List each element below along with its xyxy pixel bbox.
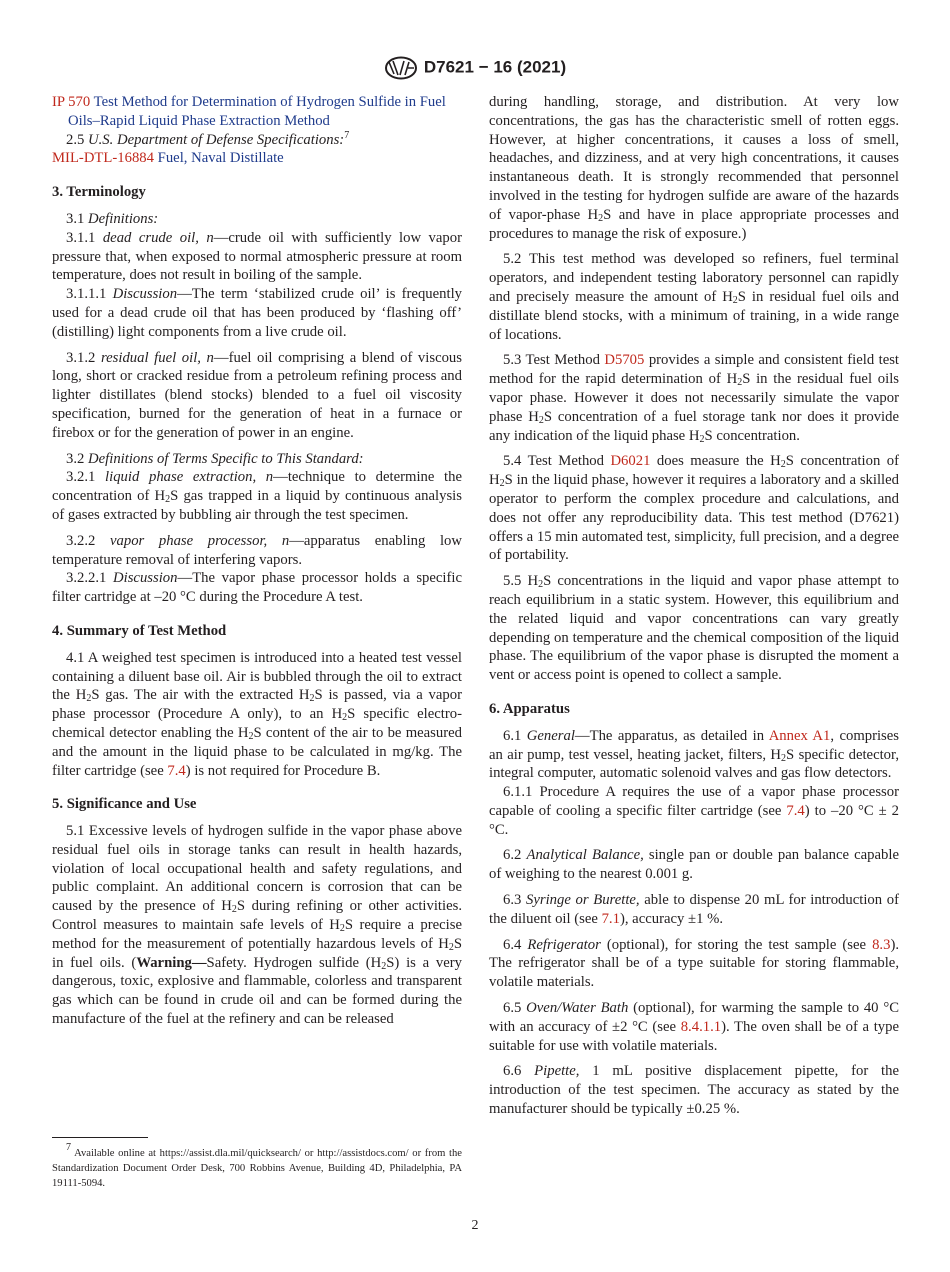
cross-reference-link[interactable]: 7.1 xyxy=(601,910,620,927)
reference-ip570 xyxy=(52,93,462,131)
paragraph-5-1: 5.1 Excessive levels of hydrogen sulfide in the vapor phase above residual fuel oils in storage tanks can result in health hazards, violation of local occupational health and safety regulations, and public complaint. An additional concern is corrosion that can be caused by the presence of $H_2S$ during refining or other activities. Control measures to maintain safe levels of $H_2S$ require a precise method for the measurement of potentially hazardous levels of $H_2S$ in fuel oils. (Warning—Safety. Hydrogen sulfide $(H_2S)$ is a very dangerous, toxic, explosive and flammable, colorless and transparent gas which can be found in crude oil and can be formed during the manufacture of the fuel at the refinery and can be released xyxy=(52,823,462,1028)
section-heading: 5. Significance and Use xyxy=(52,796,197,813)
paragraph-6-3: 6.3 Syringe or Burette, able to dispense 20 mL for introduction of the diluent oil (see 7.1), accuracy ±1 %. xyxy=(489,892,899,927)
reference-code-link[interactable]: MIL-DTL-16884 xyxy=(52,150,154,167)
reference-mil xyxy=(52,149,462,168)
paragraph-3-2: 3.2 Definitions of Terms Specific to This Standard: xyxy=(66,450,364,467)
cross-reference-link[interactable]: 8.3 xyxy=(872,936,891,953)
cross-reference-link[interactable]: 8.4.1.1 xyxy=(680,1018,722,1035)
reference-title-link[interactable]: Test Method for Determination of Hydrogen Sulfide in Fuel Oils–Rapid Liquid Phase Extraction Method xyxy=(68,94,446,129)
paragraph-3-2-2-1: 3.2.2.1 Discussion—The vapor phase processor holds a specific filter cartridge at –20 °C during the Procedure A test. xyxy=(52,570,462,606)
cross-reference-link[interactable]: 7.4 xyxy=(786,802,805,819)
paragraph-5-1-continued: during handling, storage, and distribution. At very low concentrations, the gas has the characteristic smell of rotten eggs. However, at higher concentrations, it causes a loss of smell, headaches, and dizziness, and at very high concentrations, it causes instantaneous death. It is strongly recommended that personnel involved in the testing for hydrogen sulfide are aware of the hazards of vapor-phase $H_2S$ and have in place appropriate processes and procedures to manage the risk of exposure.) xyxy=(489,94,899,242)
footnote: $^7$ Available online at https://assist.dla.mil/quicksearch/ or http://assistdocs.com/ or from the Standardization Document Order Desk, 700 Robbins Avenue, Building 4D, Philadelphia, PA 19111-5094. xyxy=(52,1142,462,1189)
paragraph-3-2-1: 3.2.1 liquid phase extraction, n—technique to determine the concentration of $H_2S$ gas trapped in a liquid by continuous analysis of gases extracted by bubbling air through the test specimen. xyxy=(52,469,462,523)
paragraph-6-6: 6.6 Pipette, 1 mL positive displacement pipette, for the introduction of the test specimen. The accuracy as stated by the manufacturer should be typically ±0.25 %. xyxy=(489,1063,900,1118)
paragraph-4-1: 4.1 A weighed test specimen is introduced into a heated test vessel containing a diluent base oil. Air is bubbled through the oil to extract the $H_2S$ gas. The air with the extracted $H_2S$ is passed, via a vapor phase processor (Procedure A only), to an $H_2S$ specific electro-chemical detector enabling the $H_2S$ content of the air to be measured and the amount in the liquid phase to be calculated in mg/kg. The filter cartridge (see 7.4) is not required for Procedure B. xyxy=(52,649,462,779)
section-heading: 3. Terminology xyxy=(52,184,146,201)
astm-logo-icon xyxy=(384,56,418,80)
cross-reference-link[interactable]: 7.4 xyxy=(167,762,186,779)
section-heading: 4. Summary of Test Method xyxy=(52,622,227,639)
cross-reference-link[interactable]: Annex A1 xyxy=(768,727,831,744)
paragraph-2-5: 2.5 U.S. Department of Defense Specifications:$^7$ xyxy=(66,129,350,148)
page-header xyxy=(0,56,950,80)
paragraph-3-2-2: 3.2.2 vapor phase processor, n—apparatus enabling low temperature removal of interfering vapors. xyxy=(52,532,463,568)
paragraph-6-1: 6.1 General—The apparatus, as detailed in Annex A1, comprises an air pump, test vessel, heating jacket, filters, $H_2S$ specific detector, integral computer, automatic solenoid valves and gas flow detectors. xyxy=(489,727,900,782)
paragraph-5-5: 5.5 $H_2S$ concentrations in the liquid and vapor phase attempt to reach equilibrium in a static system. However, this equilibrium and the related liquid and vapor concentrations can vary greatly depending on temperature and the chemical composition of the liquid phase. The equilibrium of the vapor phase is disrupted the moment a vent or access point is opened to collect a sample. xyxy=(489,573,900,684)
reference-code-link[interactable]: IP 570 xyxy=(52,94,91,110)
paragraph-6-1-1: 6.1.1 Procedure A requires the use of a vapor phase processor capable of cooling a specific filter cartridge (see 7.4) to –20 °C ± 2 °C. xyxy=(489,784,900,838)
document-designation: D7621 − 16 (2021) xyxy=(423,57,567,77)
paragraph-6-2: 6.2 Analytical Balance, single pan or double pan balance capable of weighing to the nearest 0.001 g. xyxy=(489,847,899,883)
section-heading: 6. Apparatus xyxy=(489,700,570,717)
right-column xyxy=(489,93,899,1119)
cross-reference-link[interactable]: D5705 xyxy=(604,352,645,369)
cross-reference-link[interactable]: D6021 xyxy=(610,453,651,470)
paragraph-6-5: 6.5 Oven/Water Bath (optional), for warming the sample to 40 °C with an accuracy of ±2 °C (see 8.4.1.1). The oven shall be of a type suitable for use with volatile materials. xyxy=(489,1000,900,1054)
paragraph-3-1-1: 3.1.1 dead crude oil, n—crude oil with sufficiently low vapor pressure that, when exposed to normal atmospheric pressure at room temperature, does not result in boiling of the sample. xyxy=(52,229,462,284)
page-number: 2 xyxy=(471,1218,479,1233)
paragraph-3-1-1-1: 3.1.1.1 Discussion—The term ‘stabilized crude oil’ is frequently used for a dead crude oil that has been produced by ‘flashing off’ (distilling) light components from a live crude oil. xyxy=(52,286,463,340)
paragraph-3-1-2: 3.1.2 residual fuel oil, n—fuel oil comprising a blend of viscous long, short or cracked residue from a petroleum refining process and lighter distillates (blend stocks) blended to a fuel oil viscosity specification, burned for the generation of heat in a furnace or firebox or for the generation of power in an engine. xyxy=(52,349,462,441)
footnote-marker[interactable]: 7 xyxy=(344,129,350,141)
left-column xyxy=(52,93,462,1029)
reference-title-link[interactable]: Fuel, Naval Distillate xyxy=(157,150,284,167)
paragraph-5-4: 5.4 Test Method D6021 does measure the $H_2S$ concentration of $H_2S$ in the liquid phase, however it requires a laboratory and a skilled operator to perform the complex procedure and calculations, and does not offer any reproducibility data. This test method (D7621) offers a 15 min automated test, simplicity, full precision, and a degree of portability. xyxy=(489,453,899,564)
footnote-mark: 7 xyxy=(66,1142,71,1153)
paragraph-5-3: 5.3 Test Method D5705 provides a simple and consistent field test method for the rapid determination of $H_2S$ in the residual fuel oils vapor phase. However it does not necessarily simulate the vapor phase $H_2S$ concentration of a fuel storage tank nor does it provide any indication of the liquid phase $H_2S$ concentration. xyxy=(489,352,900,445)
paragraph-3-1: 3.1 Definitions: xyxy=(66,210,159,227)
paragraph-6-4: 6.4 Refrigerator (optional), for storing the test sample (see 8.3). The refrigerator shall be of a type suitable for storing flammable, volatile materials. xyxy=(489,936,900,991)
paragraph-5-2: 5.2 This test method was developed so refiners, fuel terminal operators, and independent testing laboratory personnel can rapidly and precisely measure the amount of $H_2S$ in residual fuel oils and distillate blend stocks, with a minimum of training, in a wide range of locations. xyxy=(489,251,899,343)
footnote-divider xyxy=(52,1137,148,1138)
